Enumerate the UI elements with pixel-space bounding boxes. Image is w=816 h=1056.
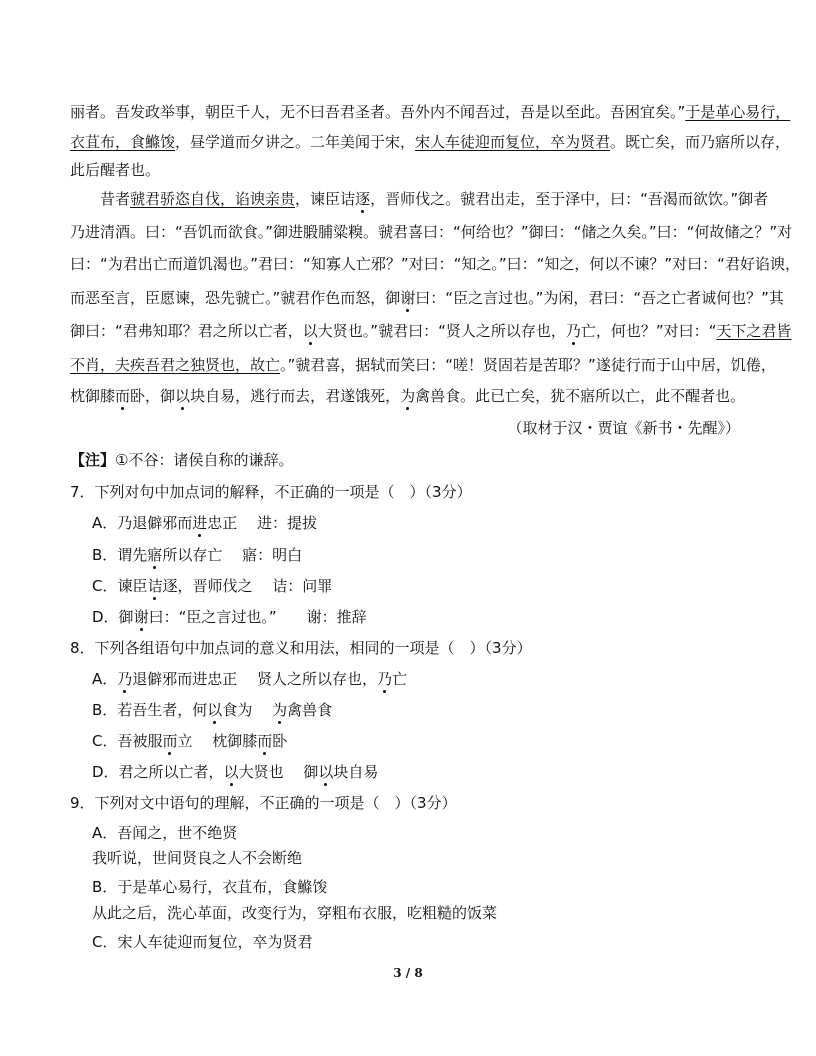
option-c: C．宋人车徒迎而复位，卒为贤君 [92,933,313,951]
dotted-word: 以 [302,322,318,340]
text-run: D．君之所以亡者， [92,763,224,781]
passage-line [70,102,790,122]
text-run: A．乃退僻邪而 [92,514,193,532]
dotted-word: 而 [257,732,273,750]
text-run: C．吾被服 [92,732,163,750]
dotted-word: 谢 [133,608,149,626]
text-run: 大贤也 御 [238,763,319,781]
note [70,450,293,470]
text-run: 而恶至言，臣愿谏，恐先虢亡。”虢君作色而怒，御 [70,289,401,307]
underlined-phrase: 宋人车徒迎而复位，卒为贤君 [415,133,611,151]
option-a-translation: 我听说，世间贤良之人不会断绝 [92,849,303,867]
dotted-word: 以 [175,387,191,405]
passage-line [70,386,745,406]
option-c [92,576,332,596]
text-run: 丽者。吾发政举事，朝臣千人，无不曰吾君圣者。吾外内不闻吾过，吾是以至此。吾困宜矣。” [70,103,686,121]
question-stem: 9．下列对文中语句的理解，不正确的一项是（ ）（3分） [70,794,457,812]
text-run: 禽兽食。此已亡矣，犹不寤所以亡，此不醒者也。 [415,387,746,405]
text-run: B．若吾生者，何 [92,701,208,719]
option-a [92,669,407,689]
underlined-phrase: 衣苴布，食鰷馂 [70,133,176,151]
text-run: 。既亡矣，而乃寤所以存， [610,133,791,151]
passage-line [70,132,790,152]
text-run: 忠正 进：提拔 [207,514,318,532]
dotted-word: 以 [318,763,334,781]
dotted-word: 诘 [147,577,163,595]
text-run: 禽兽食 [287,701,333,719]
text-run: C．谏臣 [92,577,148,595]
option-b: B．于是革心易行，衣苴布，食鰷馂 [92,878,328,896]
option-d [92,607,367,627]
text-run: 曰：“臣之言过也。”为闲，君曰：“吾之亡者诚何也？”其 [415,289,784,307]
text-run: ，谏臣诘 [295,190,356,208]
option-c [92,731,287,751]
text-run: 块自易 [333,763,379,781]
dotted-word: 为 [400,387,416,405]
dotted-word: 寤 [147,546,163,564]
text-run: 逐，晋师伐之 诘：问罪 [162,577,333,595]
text-run: 卧，御 [130,387,176,405]
source-citation: （取材于汉・贾谊《新书・先醒》） [507,419,740,437]
underlined-phrase: 天下之君皆 [716,322,792,340]
dotted-word: 谢 [400,289,416,307]
question-stem: 8．下列各组语句中加点词的意义和用法，相同的一项是（ ）（3分） [70,639,532,657]
text-run: 昔者 [100,190,131,208]
dotted-word: 进 [192,514,208,532]
text-run: D．御 [92,608,134,626]
text-run: 枕御膝 [70,387,116,405]
passage-line [70,355,776,375]
text-run: 块自易，逃行而去，君遂饿死， [190,387,401,405]
option-b [92,700,332,720]
dotted-word: 以 [223,763,239,781]
text-run: 此后醒者也。 [70,161,161,179]
dotted-word: 为 [272,701,288,719]
note-label: 【注】 [70,451,116,469]
underlined-phrase: 虢君骄恣自伐，谄谀亲贵 [130,190,296,208]
text-run: 退僻邪而进忠正 贤人之所以存也， [132,670,378,688]
dotted-word: 而 [162,732,178,750]
dotted-word: 乃 [117,670,133,688]
dotted-word: 以 [207,701,223,719]
dotted-word: 而 [115,387,131,405]
dotted-word: 乃 [565,322,581,340]
option-b [92,545,302,565]
note-text: ①不谷：诸侯自称的谦辞。 [115,451,294,469]
text-run: 。”虢君喜，据轼而笑曰：“嗟！贤固若是苦耶？”遂徒行而于山中居，饥倦， [280,356,776,374]
dotted-word: 乃 [377,670,393,688]
text-run: 大贤也。”虢君曰：“贤人之所以存也， [317,322,566,340]
text-run: 乃进清酒。曰：“吾饥而欲食。”御进腶脯粱糗。虢君喜曰：“何给也？”御曰：“储之久矣。”曰：“何故储之？”对 [70,223,793,241]
underlined-phrase: 于是革心易行， [685,103,791,121]
text-run: 曰：“为君出亡而道饥渴也。”君曰：“知寡人亡邪？”对曰：“知之。”曰：“知之，何以不谏？”对曰：“君好谄谀， [70,255,800,273]
option-a [92,513,317,533]
text-run: 所以存亡 寤：明白 [162,546,303,564]
passage-line [70,288,784,308]
text-run: 亡 [392,670,408,688]
text-run: 立 枕御膝 [177,732,258,750]
page-number: 3 / 8 [393,966,423,980]
passage-line [100,189,768,209]
text-run: 卧 [272,732,288,750]
text-run: B．谓先 [92,546,148,564]
text-run: 御曰：“君弗知耶？君之所以亡者， [70,322,303,340]
option-b-translation: 从此之后，洗心革面，改变行为，穿粗布衣服，吃粗糙的饭菜 [92,904,498,922]
text-run: ，昼学道而夕讲之。二年美闻于宋， [175,133,416,151]
passage-line [70,160,160,180]
question-stem: 7．下列对句中加点词的解释，不正确的一项是（ ）（3分） [70,483,472,501]
option-a: A．吾闻之，世不绝贤 [92,824,238,842]
option-d [92,762,378,782]
text-run: 亡，何也？”对曰：“ [580,322,717,340]
text-run: 曰：“臣之言过也。” 谢：推辞 [148,608,367,626]
text-run: ，晋师伐之。虢君出走，至于泽中，曰：“吾渴而欲饮。”御者 [370,190,769,208]
dotted-word: 逐 [355,190,371,208]
passage-line [70,222,792,242]
text-run: A． [92,670,118,688]
text-run: 食为 [222,701,273,719]
underlined-phrase: 不肖，夫疾吾君之独贤也，故亡 [70,356,281,374]
passage-line [70,254,800,274]
passage-line [70,321,791,341]
